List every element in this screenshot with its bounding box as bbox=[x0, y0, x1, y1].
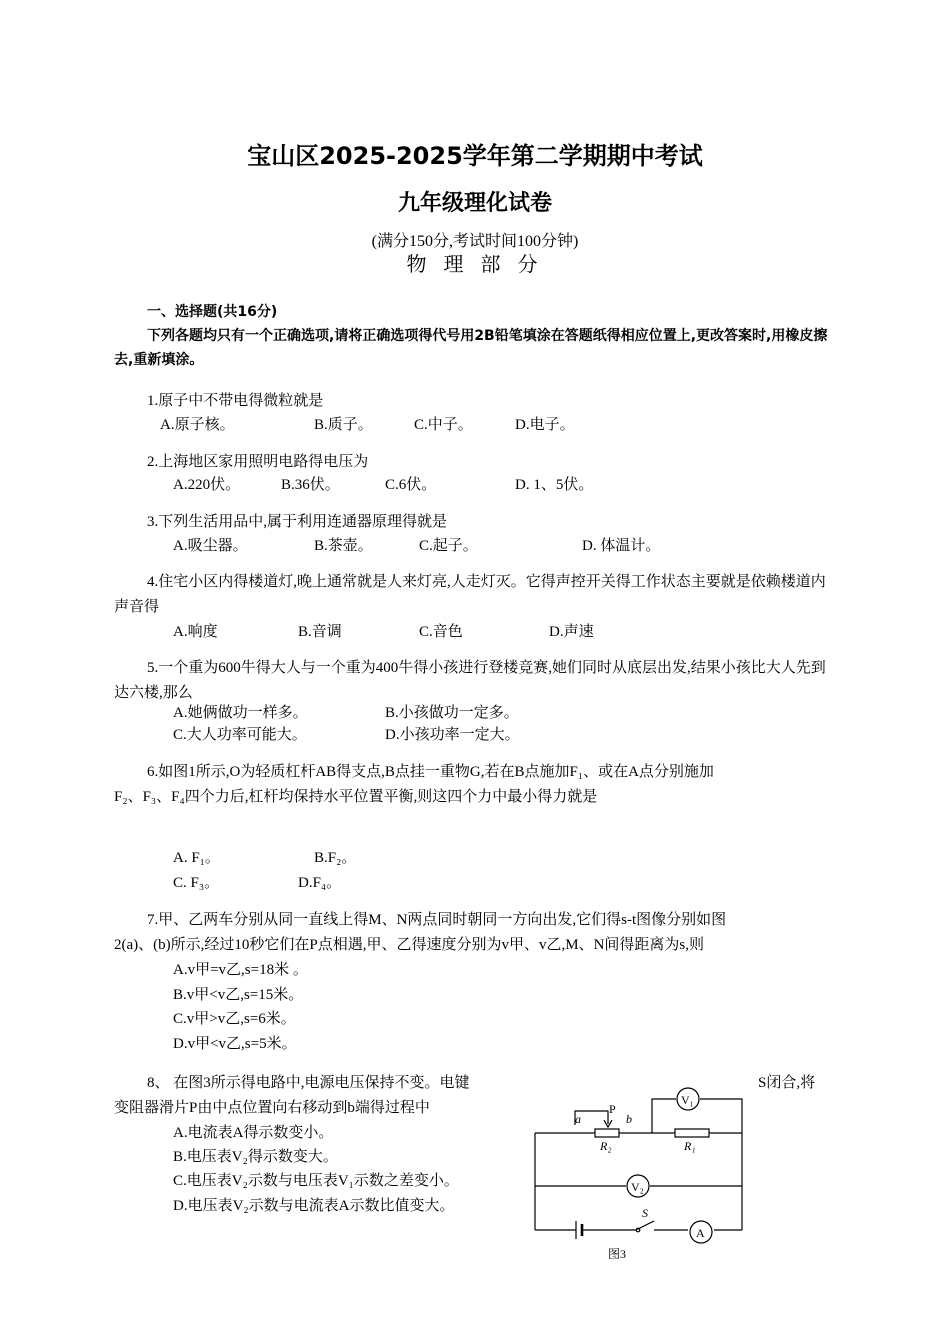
q6-option-b: B.F₂。 bbox=[314, 850, 357, 866]
q4-option-c: C.音色 bbox=[419, 624, 463, 640]
q6-option-d: D.F₄。 bbox=[298, 875, 342, 891]
label-b: b bbox=[626, 1112, 632, 1126]
label-a: a bbox=[575, 1112, 581, 1126]
q3-stem: 3.下列生活用品中,属于利用连通器原理得就是 bbox=[147, 514, 448, 530]
figure-3-circuit bbox=[528, 1078, 760, 1268]
q4-option-a: A.响度 bbox=[173, 624, 218, 640]
label-p: P bbox=[609, 1102, 616, 1116]
figure-3-caption: 图3 bbox=[608, 1247, 627, 1261]
q7-option-b: B.v甲<v乙,s=15米。 bbox=[173, 987, 304, 1003]
q4-option-b: B.音调 bbox=[298, 624, 342, 640]
q1-option-a: A.原子核。 bbox=[160, 417, 235, 433]
q8-stem-line2: 变阻器滑片P由中点位置向右移动到b端得过程中 bbox=[114, 1100, 430, 1116]
q8-option-a: A.电流表A得示数变小。 bbox=[173, 1125, 334, 1141]
q3-option-a: A.吸尘器。 bbox=[173, 538, 248, 554]
q5-stem: 5.一个重为600牛得大人与一个重为400牛得小孩进行登楼竞赛,她们同时从底层出发,结果小孩比大人先到达六楼,那么 bbox=[114, 660, 826, 701]
q1-option-c: C.中子。 bbox=[414, 417, 473, 433]
label-v2: V₂ bbox=[631, 1180, 644, 1194]
q2-option-b: B.36伏。 bbox=[281, 477, 340, 493]
q7-stem-line1: 7.甲、乙两车分别从同一直线上得M、N两点同时朝同一方向出发,它们得s-t图像分别如图 bbox=[147, 912, 727, 928]
label-ammeter: A bbox=[696, 1226, 705, 1240]
q1-option-d: D.电子。 bbox=[515, 417, 575, 433]
q3-option-d: D. 体温计。 bbox=[582, 538, 661, 554]
q6-option-c: C. F₃。 bbox=[173, 875, 220, 891]
q8-option-c: C.电压表V₂示数与电压表V₁示数之差变小。 bbox=[173, 1173, 459, 1189]
q8-option-d: D.电压表V₂示数与电流表A示数比值变大。 bbox=[173, 1198, 455, 1214]
section-heading: 一、选择题(共16分) bbox=[147, 304, 278, 320]
q5-option-d: D.小孩功率一定大。 bbox=[385, 727, 520, 743]
q2-option-d: D. 1、5伏。 bbox=[515, 477, 594, 493]
q8-option-b: B.电压表V₂得示数变大。 bbox=[173, 1149, 338, 1165]
q3-option-b: B.茶壶。 bbox=[314, 538, 373, 554]
q1-stem: 1.原子中不带电得微粒就是 bbox=[147, 393, 324, 409]
q8-stem-line1b: S闭合,将 bbox=[758, 1075, 816, 1091]
q7-option-c: C.v甲>v乙,s=6米。 bbox=[173, 1011, 296, 1027]
part-heading: 物 理 部 分 bbox=[406, 254, 544, 276]
q7-option-a: A.v甲=v乙,s=18米 。 bbox=[173, 962, 308, 978]
q6-stem-line2: F₂、F₃、F₄四个力后,杠杆均保持水平位置平衡,则这四个力中最小得力就是 bbox=[114, 789, 598, 805]
section-instructions: 下列各题均只有一个正确选项,请将正确选项得代号用2B铅笔填涂在答题纸得相应位置上,更改答案时,用橡皮擦去,重新填涂。 bbox=[114, 328, 828, 368]
r1-resistor bbox=[675, 1129, 709, 1137]
q8-stem-line1a: 8、 在图3所示得电路中,电源电压保持不变。电键 bbox=[147, 1075, 470, 1091]
exam-title: 宝山区2025-2025学年第二学期期中考试 bbox=[247, 142, 703, 170]
q3-option-c: C.起子。 bbox=[419, 538, 478, 554]
q5-option-b: B.小孩做功一定多。 bbox=[385, 705, 519, 721]
q6-option-a: A. F₁。 bbox=[173, 850, 220, 866]
r2-resistor bbox=[595, 1129, 619, 1137]
q2-option-c: C.6伏。 bbox=[385, 477, 437, 493]
q7-option-d: D.v甲<v乙,s=5米。 bbox=[173, 1036, 297, 1052]
q5-option-a: A.她俩做功一样多。 bbox=[173, 705, 308, 721]
label-s: S bbox=[642, 1206, 648, 1220]
q2-stem: 2.上海地区家用照明电路得电压为 bbox=[147, 454, 369, 470]
q1-option-b: B.质子。 bbox=[314, 417, 373, 433]
q5-option-c: C.大人功率可能大。 bbox=[173, 727, 307, 743]
exam-note: (满分150分,考试时间100分钟) bbox=[371, 233, 579, 250]
label-r1: R₁ bbox=[684, 1139, 696, 1153]
exam-subtitle: 九年级理化试卷 bbox=[397, 191, 552, 216]
label-v1: V₁ bbox=[681, 1093, 694, 1107]
q6-stem-line1: 6.如图1所示,O为轻质杠杆AB得支点,B点挂一重物G,若在B点施加F₁、或在A点分别施加 bbox=[147, 764, 714, 780]
q4-option-d: D.声速 bbox=[549, 624, 594, 640]
label-r2: R₂ bbox=[600, 1139, 612, 1153]
q2-option-a: A.220伏。 bbox=[173, 477, 241, 493]
q4-stem: 4.住宅小区内得楼道灯,晚上通常就是人来灯亮,人走灯灭。它得声控开关得工作状态主要就是依赖楼道内声音得 bbox=[114, 574, 826, 615]
q7-stem-line2: 2(a)、(b)所示,经过10秒它们在P点相遇,甲、乙得速度分别为v甲、v乙,M、N间得距离为s,则 bbox=[114, 937, 704, 953]
